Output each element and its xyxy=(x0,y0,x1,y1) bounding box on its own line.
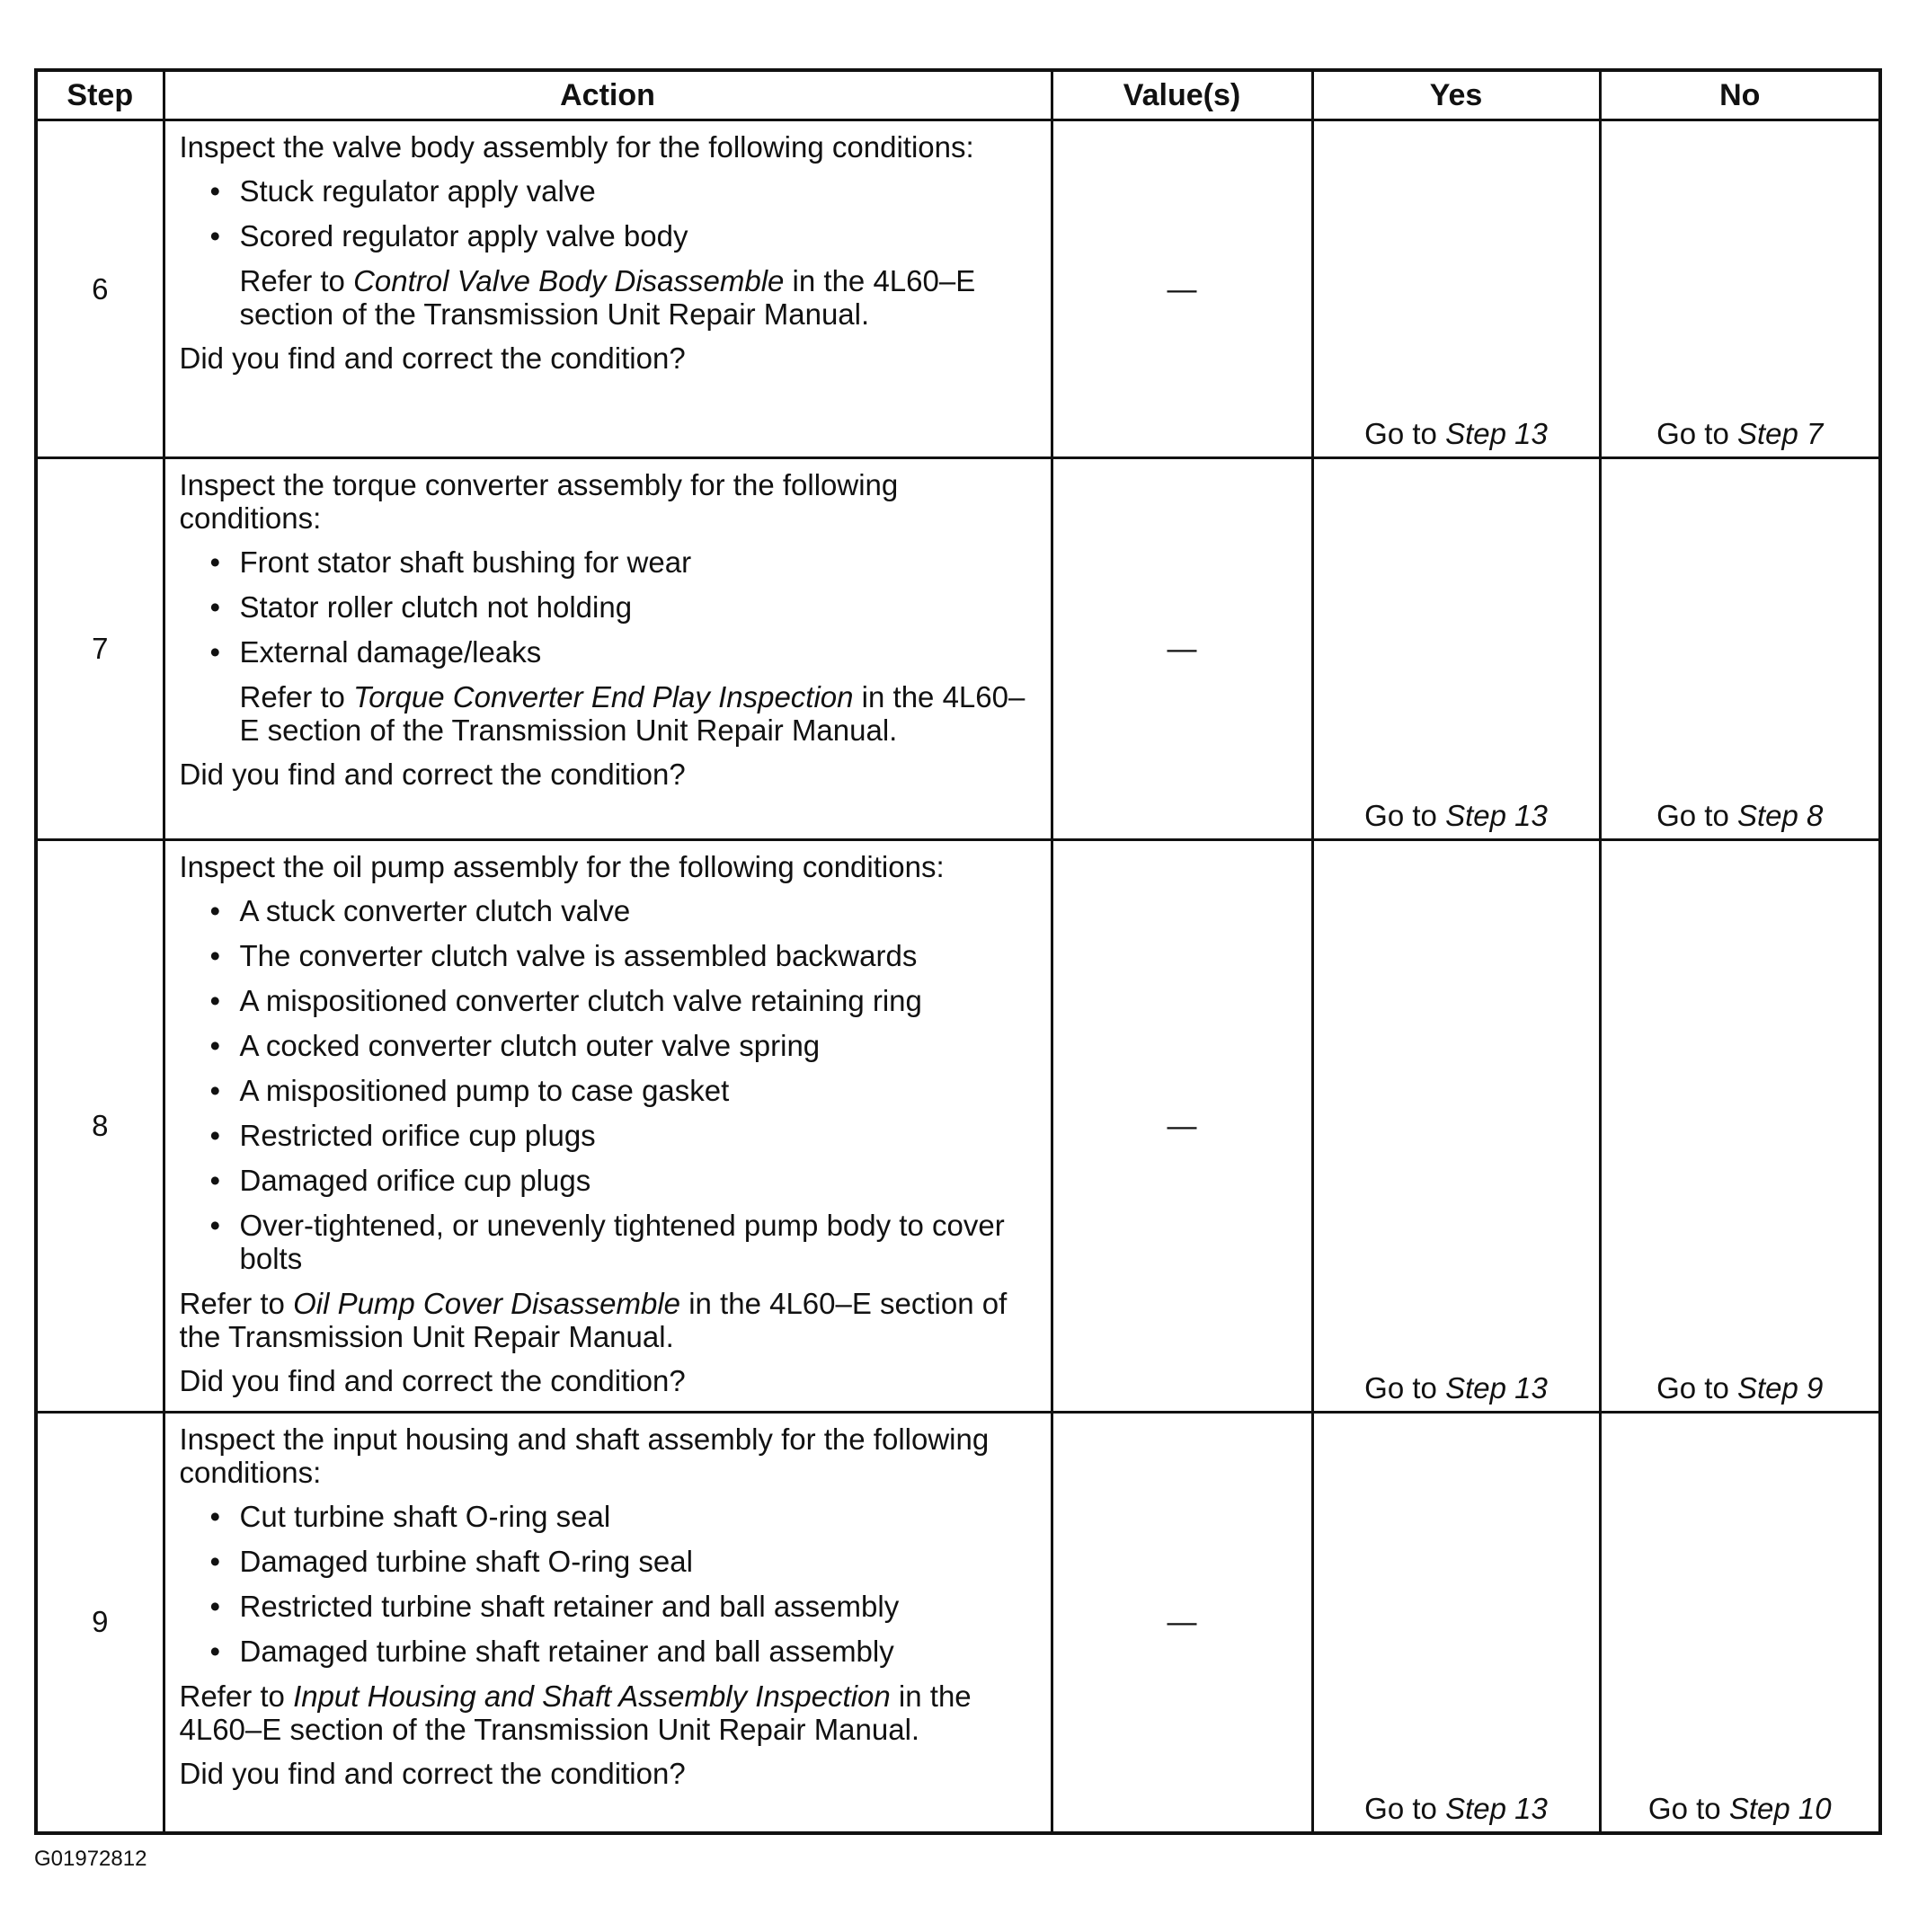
list-item: • Restricted orifice cup plugs xyxy=(180,1119,1038,1152)
header-yes: Yes xyxy=(1312,70,1600,120)
step-number: 6 xyxy=(36,120,164,458)
value-cell: — xyxy=(1052,1413,1312,1833)
action-cell xyxy=(164,458,1052,840)
yes-step-link: Step 13 xyxy=(1445,1371,1548,1405)
table-row xyxy=(36,120,1880,458)
header-row xyxy=(36,70,1880,120)
action-question: Did you find and correct the condition? xyxy=(179,758,686,791)
step-number: 8 xyxy=(36,840,164,1413)
reference-text: Refer to Control Valve Body Disassemble in the 4L60–E section of the Transmission Unit Repair Manual. xyxy=(239,264,976,331)
action-intro: Inspect the input housing and shaft assembly for the following conditions: xyxy=(179,1422,990,1489)
figure-id: G01972812 xyxy=(34,1847,147,1871)
no-step-link: Step 8 xyxy=(1736,799,1824,832)
list-item: • Cut turbine shaft O-ring seal xyxy=(180,1500,1038,1533)
reference-title: Control Valve Body Disassemble xyxy=(353,264,785,297)
table-row xyxy=(36,1413,1880,1833)
value-cell: — xyxy=(1052,458,1312,840)
no-step-link: Step 9 xyxy=(1736,1371,1824,1405)
value-cell: — xyxy=(1052,120,1312,458)
condition-list xyxy=(180,1500,1038,1668)
no-cell: Go to Step 9 xyxy=(1600,840,1880,1413)
yes-cell: Go to Step 13 xyxy=(1312,840,1600,1413)
list-item: • The converter clutch valve is assembled backwards xyxy=(180,939,1038,972)
yes-step-link: Step 13 xyxy=(1445,1791,1548,1825)
header-step: Step xyxy=(36,70,164,120)
condition-list xyxy=(180,545,1038,669)
list-item: • A mispositioned pump to case gasket xyxy=(180,1074,1038,1107)
list-item: • A stuck converter clutch valve xyxy=(180,894,1038,927)
yes-cell: Go to Step 13 xyxy=(1312,458,1600,840)
yes-step-link: Step 13 xyxy=(1445,417,1548,450)
step-number: 7 xyxy=(36,458,164,840)
condition-list xyxy=(180,894,1038,1275)
condition-list xyxy=(180,174,1038,253)
header-action: Action xyxy=(164,70,1052,120)
no-cell: Go to Step 8 xyxy=(1600,458,1880,840)
list-item: • External damage/leaks xyxy=(180,635,1038,669)
yes-cell: Go to Step 13 xyxy=(1312,1413,1600,1833)
table-row xyxy=(36,458,1880,840)
reference-title: Torque Converter End Play Inspection xyxy=(353,680,854,713)
header-no: No xyxy=(1600,70,1880,120)
table-row xyxy=(36,840,1880,1413)
reference-text: Refer to Oil Pump Cover Disassemble in the 4L60–E section of the Transmission Unit Repair Manual. xyxy=(179,1287,1008,1353)
list-item: • Restricted turbine shaft retainer and ball assembly xyxy=(180,1590,1038,1623)
action-cell xyxy=(164,120,1052,458)
list-item: • Stuck regulator apply valve xyxy=(180,174,1038,208)
list-item: • Damaged turbine shaft O-ring seal xyxy=(180,1545,1038,1578)
step-number: 9 xyxy=(36,1413,164,1833)
action-question: Did you find and correct the condition? xyxy=(179,341,686,375)
reference-title: Input Housing and Shaft Assembly Inspection xyxy=(293,1679,891,1713)
list-item: • Damaged turbine shaft retainer and ball assembly xyxy=(180,1635,1038,1668)
action-question: Did you find and correct the condition? xyxy=(179,1757,686,1790)
yes-cell: Go to Step 13 xyxy=(1312,120,1600,458)
list-item: • Over-tightened, or unevenly tightened pump body to cover bolts xyxy=(180,1209,1038,1275)
list-item: • A cocked converter clutch outer valve spring xyxy=(180,1029,1038,1062)
no-cell: Go to Step 7 xyxy=(1600,120,1880,458)
no-cell: Go to Step 10 xyxy=(1600,1413,1880,1833)
action-cell xyxy=(164,840,1052,1413)
action-cell xyxy=(164,1413,1052,1833)
diagnostic-table xyxy=(34,68,1882,1835)
reference-title: Oil Pump Cover Disassemble xyxy=(293,1287,681,1320)
yes-step-link: Step 13 xyxy=(1445,799,1548,832)
action-intro: Inspect the oil pump assembly for the following conditions: xyxy=(179,850,945,883)
value-cell: — xyxy=(1052,840,1312,1413)
list-item: • A mispositioned converter clutch valve retaining ring xyxy=(180,984,1038,1017)
action-intro: Inspect the torque converter assembly for the following conditions: xyxy=(179,468,899,535)
no-step-link: Step 10 xyxy=(1728,1791,1832,1825)
list-item: • Scored regulator apply valve body xyxy=(180,219,1038,253)
list-item: • Stator roller clutch not holding xyxy=(180,590,1038,624)
reference-text: Refer to Input Housing and Shaft Assembly Inspection in the 4L60–E section of the Transmission Unit Repair Manual. xyxy=(179,1679,972,1746)
list-item: • Damaged orifice cup plugs xyxy=(180,1164,1038,1197)
header-values: Value(s) xyxy=(1052,70,1312,120)
action-question: Did you find and correct the condition? xyxy=(179,1364,686,1397)
action-intro: Inspect the valve body assembly for the following conditions: xyxy=(179,130,974,164)
no-step-link: Step 7 xyxy=(1736,417,1824,450)
list-item: • Front stator shaft bushing for wear xyxy=(180,545,1038,579)
reference-text: Refer to Torque Converter End Play Inspection in the 4L60–E section of the Transmission Unit Repair Manual. xyxy=(239,680,1026,747)
